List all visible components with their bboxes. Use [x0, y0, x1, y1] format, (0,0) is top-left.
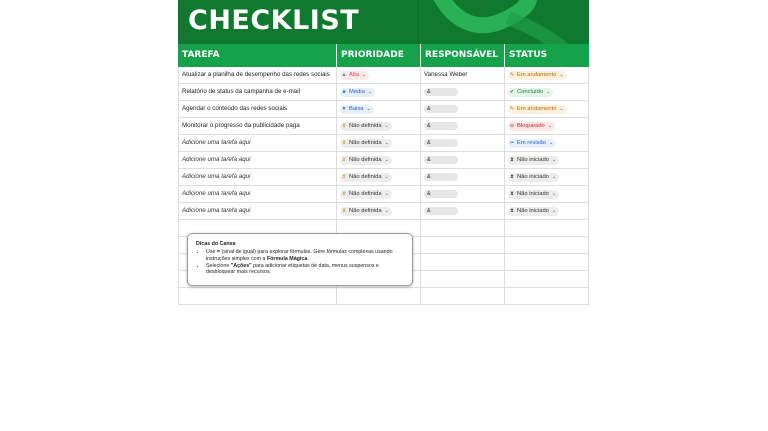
status-dropdown[interactable] — [508, 88, 553, 97]
assignee-cell[interactable] — [421, 67, 505, 83]
priority-dropdown-label: Média — [349, 88, 365, 95]
assignee-cell[interactable] — [421, 152, 505, 168]
empty-cell[interactable] — [178, 288, 337, 304]
assignee-picker[interactable] — [424, 122, 458, 130]
status-dropdown-label: Em revisão — [517, 139, 546, 146]
tip-text-bold: = — [216, 249, 220, 255]
chevron-down-icon[interactable]: ⌄ — [384, 156, 389, 163]
pencil-icon: ✎ — [509, 72, 515, 78]
priority-dropdown[interactable] — [340, 122, 392, 131]
empty-cell[interactable] — [505, 271, 589, 287]
hourglass-icon: ⧗ — [510, 157, 514, 163]
status-dropdown[interactable] — [508, 190, 559, 199]
task-cell[interactable]: Monitorar o progresso da publicidade paga — [178, 118, 337, 134]
person-icon: & — [427, 89, 431, 95]
priority-cell[interactable] — [337, 101, 421, 117]
priority-dropdown-label: Não definida — [349, 207, 382, 214]
empty-cell[interactable] — [421, 254, 505, 270]
priority-cell[interactable] — [337, 169, 421, 185]
hourglass-icon: ⧗ — [510, 191, 514, 197]
tip-text: para adicionar etiquetas de data, menus suspensos e desbloquear mais recursos. — [206, 262, 379, 276]
priority-dropdown[interactable] — [340, 71, 369, 80]
assignee-picker[interactable] — [424, 156, 458, 164]
status-dropdown-label: Não iniciado — [517, 173, 549, 180]
chevron-down-icon[interactable]: ⌄ — [559, 71, 564, 78]
tip-text: Use — [206, 249, 217, 255]
table-row — [178, 67, 589, 84]
priority-dropdown[interactable] — [340, 190, 392, 199]
status-dropdown-label: Não iniciado — [517, 207, 549, 214]
chevron-down-icon[interactable]: ⌄ — [546, 88, 551, 95]
empty-row — [178, 288, 589, 305]
priority-cell[interactable] — [337, 84, 421, 100]
tips-title: Dicas do Canva — [196, 241, 236, 247]
assignee-cell[interactable] — [421, 169, 505, 185]
empty-cell[interactable] — [421, 271, 505, 287]
status-cell[interactable] — [505, 169, 589, 185]
task-cell[interactable]: Adicione uma tarefa aqui — [178, 203, 337, 219]
table-row — [178, 152, 589, 169]
chevron-down-icon[interactable]: ⌄ — [551, 207, 557, 214]
pencil-icon: ✎ — [509, 106, 515, 112]
empty-cell[interactable] — [505, 237, 589, 253]
page-title: CHECKLIST — [188, 5, 360, 36]
task-cell[interactable]: Agendar o conteúdo das redes sociais — [178, 101, 337, 117]
person-icon: & — [427, 123, 431, 129]
table-row — [178, 118, 589, 135]
status-dropdown-label: Em andamento — [517, 105, 557, 112]
table-row — [178, 186, 589, 203]
assignee-cell[interactable] — [421, 118, 505, 134]
empty-cell[interactable] — [505, 220, 589, 236]
task-cell[interactable]: Adicione uma tarefa aqui — [178, 152, 337, 168]
hourglass-icon: ⧗ — [342, 208, 346, 214]
down-arrow-icon: ▼ — [341, 106, 347, 112]
tip-text: Selecione — [206, 262, 231, 269]
priority-dropdown-label: Não definida — [349, 122, 382, 129]
priority-cell[interactable] — [337, 67, 421, 83]
chevron-down-icon[interactable]: ⌄ — [547, 122, 552, 129]
person-icon: & — [427, 208, 431, 214]
table-header — [178, 44, 589, 67]
chevron-down-icon[interactable]: ⌄ — [551, 173, 557, 180]
chevron-down-icon[interactable]: ⌄ — [384, 139, 389, 146]
chevron-down-icon[interactable]: ⌄ — [551, 156, 557, 163]
chevron-down-icon[interactable]: ⌄ — [367, 88, 372, 95]
status-dropdown[interactable] — [508, 122, 555, 131]
assignee-picker[interactable] — [424, 173, 458, 181]
person-icon: & — [427, 174, 431, 180]
status-dropdown[interactable] — [508, 173, 559, 182]
tips-list — [196, 249, 404, 276]
priority-dropdown[interactable] — [340, 139, 392, 148]
tip-text-bold: "Ações" — [230, 262, 252, 269]
hourglass-icon: ⧗ — [342, 191, 346, 197]
hourglass-icon: ⧗ — [342, 140, 346, 146]
canva-tips-tooltip — [187, 233, 413, 286]
chevron-down-icon[interactable]: ⌄ — [362, 71, 367, 78]
priority-dropdown-label: Baixa — [349, 105, 364, 112]
hourglass-icon: ⧗ — [342, 157, 346, 163]
hourglass-icon: ⧗ — [342, 123, 346, 129]
priority-dropdown[interactable] — [340, 173, 392, 182]
empty-cell[interactable] — [505, 288, 589, 304]
task-cell[interactable]: Atualizar a planilha de desempenho das redes sociais — [178, 67, 337, 83]
status-dropdown-label: Concluído — [517, 88, 544, 95]
assignee-picker[interactable] — [424, 207, 458, 215]
priority-dropdown-label: Alta — [349, 71, 359, 78]
priority-cell[interactable] — [337, 152, 421, 168]
magic-formula-link[interactable]: Fórmula Mágica — [266, 255, 308, 262]
hourglass-icon: ⧗ — [510, 208, 514, 214]
assignee-cell[interactable] — [421, 186, 505, 202]
tip-text: . — [307, 255, 309, 262]
priority-dropdown[interactable] — [340, 156, 392, 165]
status-dropdown-label: Não iniciado — [517, 156, 549, 163]
assignee-cell[interactable] — [421, 84, 505, 100]
task-cell[interactable]: Relatório de status da campanha de e-mail — [178, 84, 337, 100]
empty-cell[interactable] — [505, 254, 589, 270]
table-row — [178, 101, 589, 118]
assignee-picker[interactable] — [424, 139, 458, 147]
assignee-name: Vanessa Weber — [424, 71, 468, 78]
status-dropdown-label: Bloqueado — [517, 122, 545, 129]
chevron-down-icon[interactable]: ⌄ — [384, 207, 389, 214]
eyes-icon: •• — [510, 140, 514, 146]
status-dropdown-label: Não iniciado — [517, 190, 549, 197]
status-cell[interactable] — [505, 186, 589, 202]
status-dropdown[interactable] — [508, 207, 559, 216]
empty-cell[interactable] — [421, 237, 505, 253]
status-cell[interactable] — [505, 152, 589, 168]
assignee-picker[interactable] — [424, 88, 458, 96]
table-row — [178, 203, 589, 220]
priority-cell[interactable] — [337, 135, 421, 151]
status-dropdown[interactable] — [508, 71, 567, 80]
assignee-cell[interactable] — [421, 203, 505, 219]
up-arrow-icon: ▲ — [341, 72, 347, 78]
priority-dropdown-label: Não definida — [349, 190, 382, 197]
priority-dropdown-label: Não definida — [349, 156, 382, 163]
chevron-down-icon[interactable]: ⌄ — [384, 190, 389, 197]
chevron-down-icon[interactable]: ⌄ — [549, 139, 554, 146]
chevron-down-icon[interactable]: ⌄ — [551, 190, 557, 197]
tip-item-actions — [206, 263, 404, 277]
status-cell[interactable] — [505, 118, 589, 134]
hourglass-icon: ⧗ — [510, 174, 514, 180]
chevron-down-icon[interactable]: ⌄ — [366, 105, 371, 112]
priority-dropdown-label: Não definida — [349, 173, 382, 180]
priority-dropdown[interactable] — [340, 207, 392, 216]
hourglass-icon: ⧗ — [342, 174, 346, 180]
title-banner — [178, 0, 589, 44]
no-entry-icon: ⊖ — [509, 123, 515, 129]
tip-item-formulas — [206, 249, 404, 263]
square-icon: ■ — [342, 89, 346, 95]
chevron-down-icon[interactable]: ⌄ — [384, 122, 389, 129]
status-dropdown[interactable] — [508, 156, 559, 165]
assignee-picker[interactable] — [424, 190, 458, 198]
status-cell[interactable] — [505, 101, 589, 117]
status-dropdown[interactable] — [508, 105, 567, 114]
column-header-status[interactable]: STATUS — [509, 50, 548, 60]
person-icon: & — [427, 106, 431, 112]
assignee-cell[interactable] — [421, 135, 505, 151]
priority-dropdown[interactable] — [340, 88, 375, 97]
person-icon: & — [427, 140, 431, 146]
column-header-responsavel[interactable]: RESPONSÁVEL — [421, 44, 505, 67]
priority-dropdown-label: Não definida — [349, 139, 382, 146]
task-cell[interactable]: Adicione uma tarefa aqui — [178, 186, 337, 202]
status-cell[interactable] — [505, 67, 589, 83]
status-cell[interactable] — [505, 135, 589, 151]
task-cell[interactable]: Adicione uma tarefa aqui — [178, 135, 337, 151]
empty-cell[interactable] — [337, 288, 421, 304]
check-icon: ✔ — [509, 89, 515, 95]
priority-cell[interactable] — [337, 186, 421, 202]
priority-cell[interactable] — [337, 203, 421, 219]
priority-cell[interactable] — [337, 118, 421, 134]
assignee-picker[interactable] — [424, 105, 458, 113]
person-icon: & — [427, 191, 431, 197]
person-icon: & — [427, 157, 431, 163]
table-row — [178, 135, 589, 152]
status-dropdown-label: Em andamento — [517, 71, 557, 78]
status-cell[interactable] — [505, 84, 589, 100]
tip-text: (sinal de igual) para explorar fórmulas. Gere fórmulas complexas usando instruções simples com a — [206, 249, 393, 262]
column-header-prioridade[interactable]: PRIORIDADE — [337, 44, 421, 67]
assignee-cell[interactable] — [421, 101, 505, 117]
column-header-tarefa[interactable]: TAREFA — [178, 44, 337, 67]
table-row — [178, 84, 589, 101]
chevron-down-icon[interactable]: ⌄ — [384, 173, 389, 180]
empty-cell[interactable] — [421, 288, 505, 304]
task-cell[interactable]: Adicione uma tarefa aqui — [178, 169, 337, 185]
chevron-down-icon[interactable]: ⌄ — [559, 105, 564, 112]
status-dropdown[interactable] — [508, 139, 556, 148]
priority-dropdown[interactable] — [340, 105, 374, 114]
empty-cell[interactable] — [421, 220, 505, 236]
table-row — [178, 169, 589, 186]
status-cell[interactable] — [505, 203, 589, 219]
